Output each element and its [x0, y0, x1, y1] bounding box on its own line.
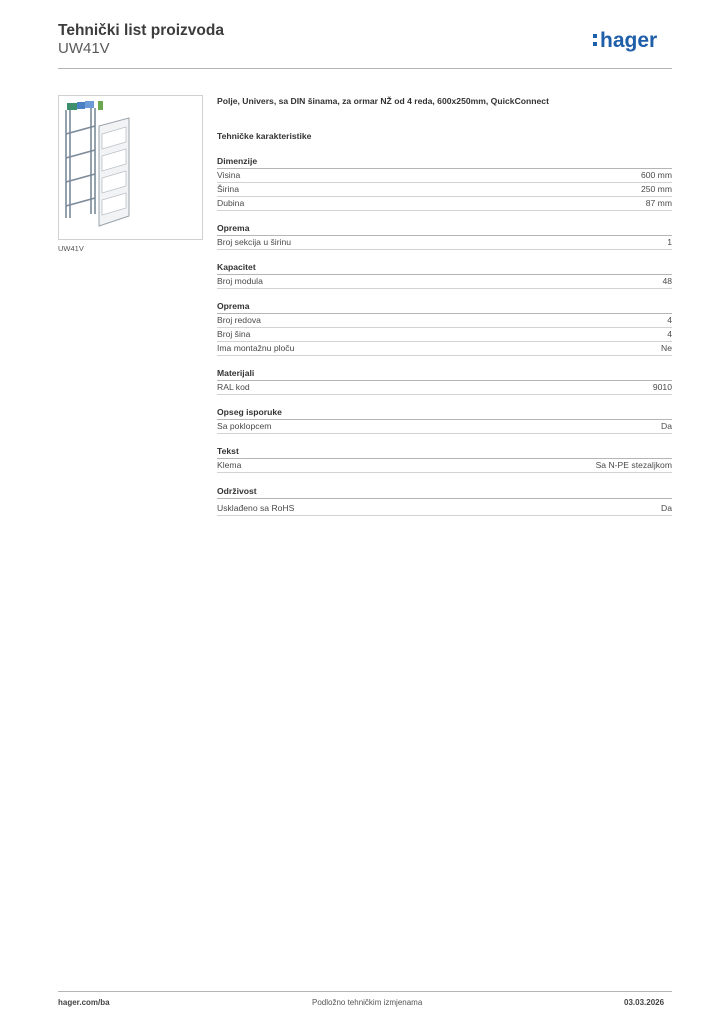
spec-label: Sa poklopcem: [217, 421, 272, 431]
spec-value: 1: [667, 237, 672, 247]
product-image: [58, 95, 203, 240]
spec-section-odrzivost: [217, 485, 672, 516]
spec-label: Dubina: [217, 198, 245, 208]
spec-value: 87 mm: [645, 198, 672, 208]
spec-label: Broj sekcija u širinu: [217, 237, 292, 247]
spec-row: [217, 459, 672, 473]
section-title: Dimenzije: [217, 155, 672, 169]
spec-row: [217, 328, 672, 342]
spec-value: 4: [667, 329, 672, 339]
spec-value: 600 mm: [640, 170, 672, 180]
spec-section-materijali: [217, 367, 672, 395]
spec-value: 48: [662, 276, 672, 286]
spec-section-tekst: [217, 445, 672, 473]
spec-value: 9010: [652, 382, 672, 392]
spec-label: Broj redova: [217, 315, 261, 325]
tech-characteristics-title: Tehničke karakteristike: [217, 131, 312, 141]
spec-section-oprema: [217, 222, 672, 250]
section-title: Opseg isporuke: [217, 406, 672, 420]
spec-value: Sa N-PE stezaljkom: [595, 460, 672, 470]
section-title: Tekst: [217, 445, 672, 459]
spec-label: Broj modula: [217, 276, 263, 286]
spec-row: [217, 236, 672, 250]
spec-value: Da: [661, 503, 672, 513]
page-subtitle: UW41V: [58, 40, 110, 57]
spec-value: Ne: [661, 343, 672, 353]
product-description: Polje, Univers, sa DIN šinama, za ormar NŽ od 4 reda, 600x250mm, QuickConnect: [217, 96, 549, 106]
section-title: Materijali: [217, 367, 672, 381]
spec-label: Broj šina: [217, 329, 251, 339]
hager-logo: [592, 26, 676, 56]
spec-label: Visina: [217, 170, 241, 180]
spec-section-oprema-2: [217, 300, 672, 356]
page-title: Tehnički list proizvoda: [58, 22, 224, 39]
footer-notice: Podložno tehničkim izmjenama: [312, 998, 423, 1007]
footer-date: 03.03.2026: [624, 998, 665, 1007]
spec-row: [217, 314, 672, 328]
spec-label: Usklađeno sa RoHS: [217, 503, 295, 513]
product-image-caption: UW41V: [58, 244, 84, 253]
spec-row: [217, 342, 672, 356]
spec-section-kapacitet: [217, 261, 672, 289]
spec-row: [217, 420, 672, 434]
spec-label: RAL kod: [217, 382, 250, 392]
spec-value: Da: [661, 421, 672, 431]
section-title: Oprema: [217, 222, 672, 236]
section-title: Oprema: [217, 300, 672, 314]
spec-row: [217, 169, 672, 183]
footer-website-link[interactable]: hager.com/ba: [58, 998, 110, 1007]
spec-row: [217, 381, 672, 395]
spec-section-opseg-isporuke: [217, 406, 672, 434]
footer-divider: [58, 991, 672, 992]
spec-label: Klema: [217, 460, 242, 470]
spec-value: 4: [667, 315, 672, 325]
header-divider: [58, 68, 672, 69]
spec-row: [217, 502, 672, 516]
spec-section-dimenzije: [217, 155, 672, 211]
spec-row: [217, 183, 672, 197]
logo-text: hager: [600, 29, 658, 52]
spec-label: Širina: [217, 184, 239, 194]
section-title: Održivost: [217, 485, 672, 499]
spec-label: Ima montažnu ploču: [217, 343, 295, 353]
spec-row: [217, 275, 672, 289]
spec-value: 250 mm: [640, 184, 672, 194]
section-title: Kapacitet: [217, 261, 672, 275]
spec-row: [217, 197, 672, 211]
